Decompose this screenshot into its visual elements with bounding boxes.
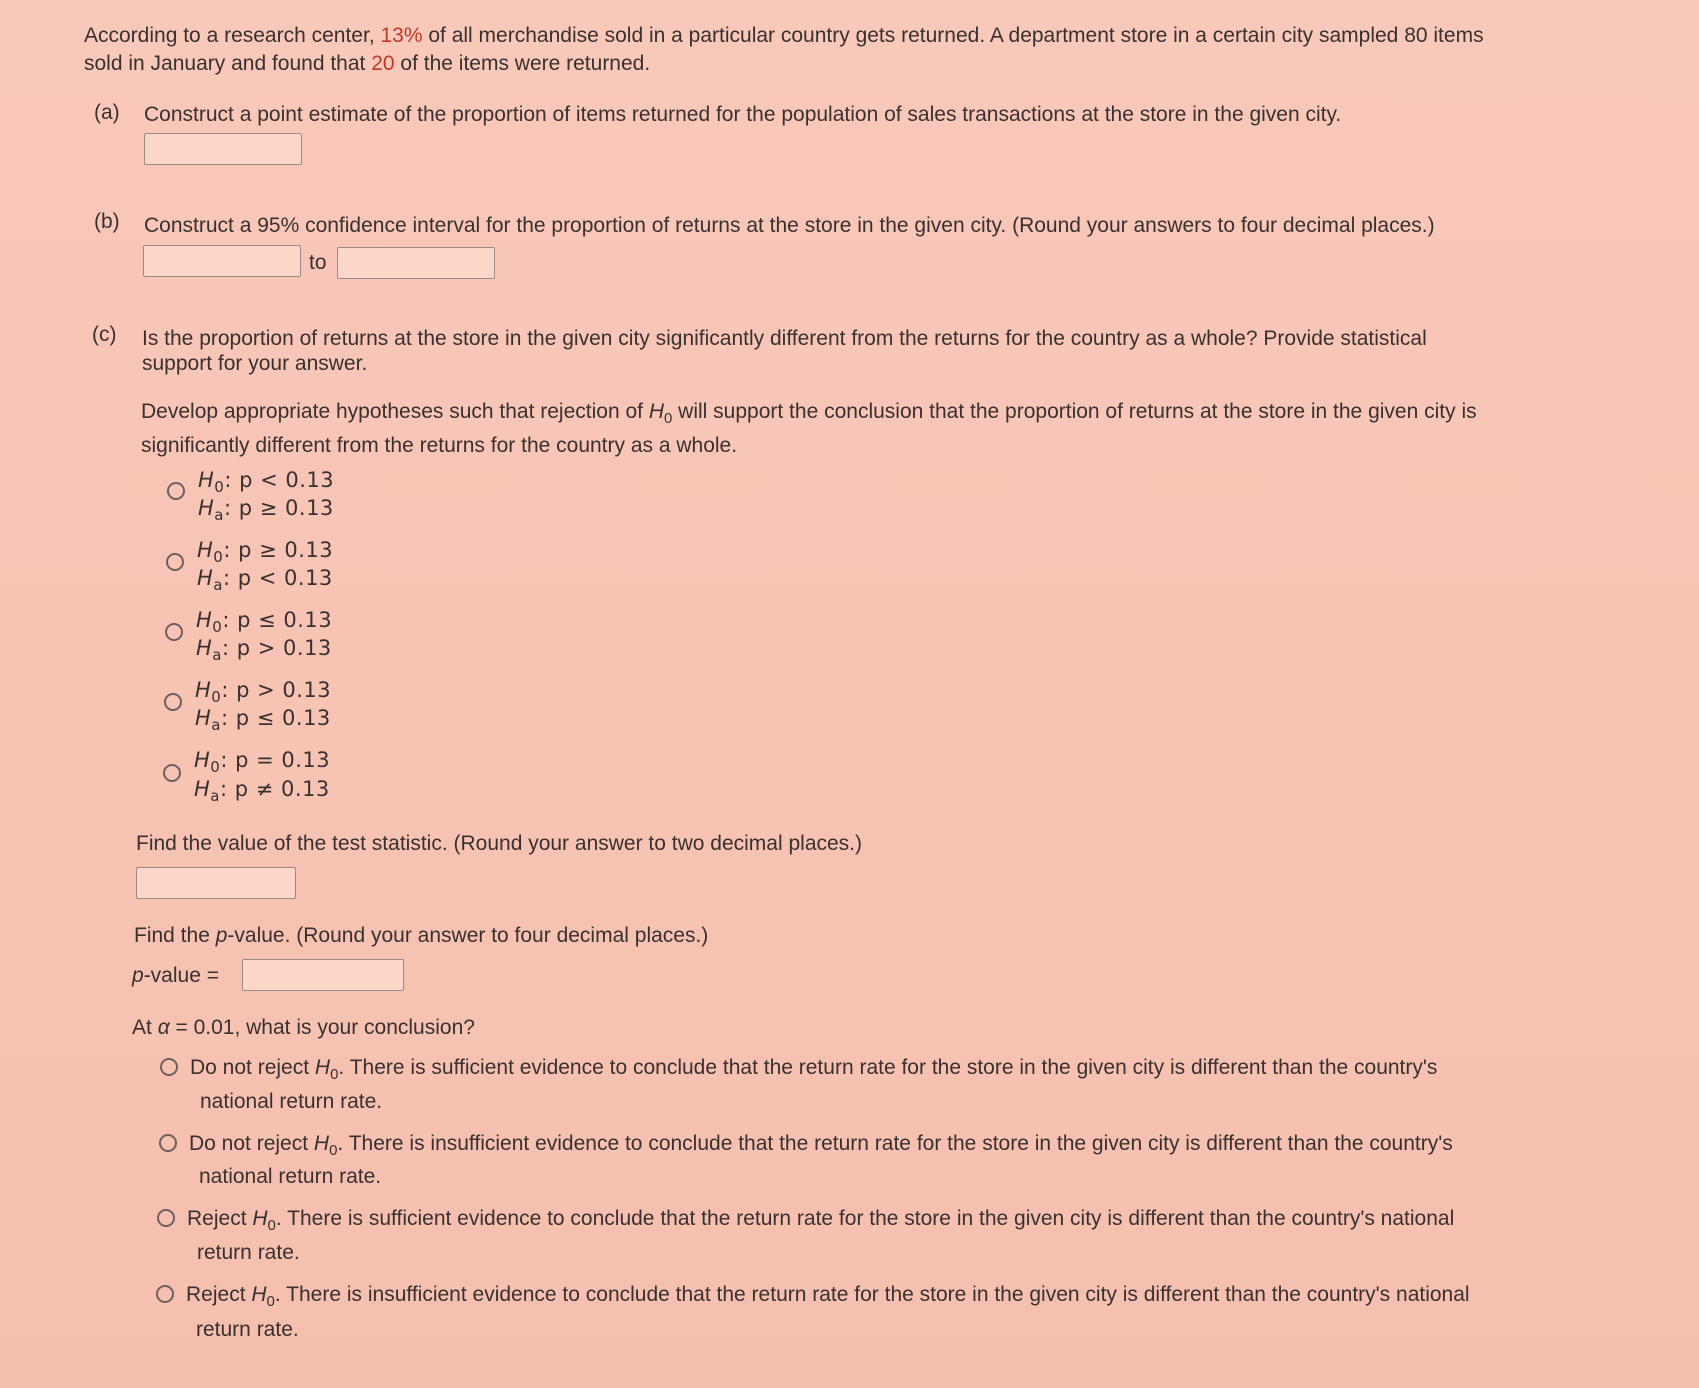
h-symbol: H	[648, 400, 664, 423]
conclusion-text: . There is insufficient evidence to conclude that the return rate for the store in the given city is different than the country's national	[274, 1283, 1470, 1306]
intro-text: sold in January and found that	[84, 52, 372, 75]
h0-statement-4	[195, 677, 331, 704]
ha-text: : p ≤ 0.13	[221, 706, 331, 730]
h-symbol: H	[194, 777, 211, 801]
conclusion-text-3-cont: return rate.	[197, 1241, 300, 1264]
conclusion-text: Do not reject	[190, 1056, 315, 1079]
h-subscript: 0	[212, 618, 223, 636]
alpha-symbol: α	[157, 1016, 170, 1039]
ha-statement-4	[195, 705, 331, 732]
conclusion-radio-4[interactable]	[156, 1285, 174, 1303]
ha-statement-3	[196, 635, 332, 662]
pvalue-label	[132, 962, 219, 989]
h-subscript: 0	[266, 1293, 275, 1310]
h0-statement-1	[198, 467, 334, 494]
h-subscript: a	[213, 576, 223, 594]
alpha-prompt-text: At	[132, 1016, 158, 1039]
pvalue-prompt	[134, 922, 708, 949]
hypothesis-radio-1[interactable]	[167, 482, 185, 500]
test-statistic-input[interactable]	[136, 867, 296, 899]
h-subscript: a	[211, 716, 221, 734]
h-symbol: H	[197, 566, 214, 590]
h-symbol: H	[196, 636, 213, 660]
ha-statement-1	[198, 495, 334, 522]
hypothesis-radio-3[interactable]	[165, 623, 183, 641]
returned-count-value: 20	[371, 52, 395, 75]
p-symbol: p	[215, 924, 228, 947]
h-subscript: 0	[329, 1142, 338, 1159]
ha-statement-2	[197, 565, 333, 592]
conclusion-radio-1[interactable]	[160, 1058, 178, 1076]
h-subscript: a	[214, 506, 224, 524]
h-symbol: H	[195, 706, 212, 730]
h0-text: : p = 0.13	[220, 748, 331, 772]
intro-line-2	[84, 50, 650, 77]
ha-text: : p ≠ 0.13	[220, 777, 330, 801]
pvalue-prompt-text: Find the	[134, 924, 216, 947]
develop-text: will support the conclusion that the proportion of returns at the store in the given city is	[672, 400, 1477, 423]
h-subscript: a	[212, 646, 222, 664]
h-symbol: H	[195, 678, 212, 702]
h-symbol: H	[198, 496, 215, 520]
ha-text: : p > 0.13	[222, 636, 332, 660]
hypothesis-radio-2[interactable]	[166, 553, 184, 571]
part-c-question-line-2: support for your answer.	[142, 352, 368, 375]
ci-lower-input[interactable]	[143, 245, 301, 277]
h-symbol: H	[194, 748, 211, 772]
hypothesis-radio-5[interactable]	[163, 764, 181, 782]
alpha-prompt-text: = 0.01, what is your conclusion?	[169, 1016, 475, 1039]
conclusion-text: Reject	[186, 1283, 252, 1306]
conclusion-text: Reject	[187, 1207, 253, 1230]
h-subscript: 0	[330, 1066, 339, 1083]
test-statistic-prompt: Find the value of the test statistic. (Round your answer to two decimal places.)	[136, 832, 863, 855]
p-symbol: p	[132, 964, 144, 987]
develop-text: Develop appropriate hypotheses such that rejection of	[141, 400, 649, 423]
develop-hypotheses-line-2: significantly different from the returns for the country as a whole.	[141, 434, 738, 457]
conclusion-text-4	[186, 1281, 1470, 1308]
h-symbol: H	[196, 608, 213, 632]
h0-text: : p ≤ 0.13	[222, 608, 333, 632]
conclusion-text: Do not reject	[189, 1132, 314, 1155]
part-c-label: (c)	[92, 323, 117, 346]
h-symbol: H	[251, 1283, 267, 1306]
pvalue-input[interactable]	[242, 959, 404, 991]
h-subscript: 0	[267, 1217, 276, 1234]
pvalue-label-text: -value =	[143, 964, 219, 987]
h0-statement-5	[194, 747, 330, 774]
conclusion-text-3	[187, 1205, 1454, 1232]
h0-text: : p > 0.13	[221, 678, 332, 702]
part-a-label: (a)	[94, 101, 120, 124]
h0-text: : p < 0.13	[224, 468, 335, 492]
h-symbol: H	[197, 538, 214, 562]
hypothesis-radio-4[interactable]	[164, 693, 182, 711]
h0-statement-3	[196, 607, 332, 634]
pvalue-prompt-text: -value. (Round your answer to four decimal places.)	[227, 924, 709, 947]
conclusion-radio-3[interactable]	[157, 1209, 175, 1227]
part-b-question: Construct a 95% confidence interval for the proportion of returns at the store in the given city. (Round your answers to four decimal places.)	[144, 214, 1435, 237]
h-subscript: a	[210, 787, 220, 805]
ha-text: : p ≥ 0.13	[224, 496, 334, 520]
h-subscript: 0	[210, 758, 221, 776]
intro-line-1	[84, 22, 1484, 49]
ha-text: : p < 0.13	[223, 566, 333, 590]
return-rate-value: 13%	[380, 24, 423, 47]
conclusion-radio-2[interactable]	[159, 1134, 177, 1152]
conclusion-text: . There is sufficient evidence to conclude that the return rate for the store in the given city is different than the country's	[338, 1056, 1438, 1079]
alpha-conclusion-prompt	[132, 1014, 475, 1041]
conclusion-text-4-cont: return rate.	[196, 1318, 299, 1341]
h-subscript: 0	[211, 688, 222, 706]
h-subscript: 0	[214, 478, 225, 496]
ha-statement-5	[194, 776, 330, 803]
h-symbol: H	[198, 468, 215, 492]
conclusion-text-1	[190, 1054, 1437, 1081]
conclusion-text-2	[189, 1130, 1453, 1157]
h-symbol: H	[314, 1056, 331, 1079]
part-c-question-line-1: Is the proportion of returns at the store in the given city significantly different from the returns for the country as a whole? Provide statistical	[142, 327, 1427, 350]
conclusion-text-1-cont: national return rate.	[200, 1090, 383, 1113]
develop-hypotheses-line-1	[141, 398, 1477, 425]
ci-to-label: to	[309, 251, 327, 274]
conclusion-text: . There is sufficient evidence to conclude that the return rate for the store in the given city is different than the country's national	[275, 1207, 1455, 1230]
h0-text: : p ≥ 0.13	[223, 538, 334, 562]
point-estimate-input[interactable]	[144, 133, 302, 165]
h-subscript: 0	[213, 548, 224, 566]
intro-text: of all merchandise sold in a particular country gets returned. A department store in a certain city sampled 80 items	[422, 24, 1484, 47]
h-symbol: H	[252, 1207, 268, 1230]
conclusion-text-2-cont: national return rate.	[199, 1165, 382, 1188]
h0-statement-2	[197, 537, 333, 564]
intro-text: of the items were returned.	[394, 52, 651, 75]
intro-text: According to a research center,	[84, 24, 381, 47]
part-a-question: Construct a point estimate of the proportion of items returned for the population of sales transactions at the store in the given city.	[144, 103, 1342, 126]
conclusion-text: . There is insufficient evidence to conclude that the return rate for the store in the given city is different than the country's	[337, 1132, 1453, 1155]
ci-upper-input[interactable]	[337, 247, 495, 279]
h-subscript: 0	[664, 410, 673, 427]
part-b-label: (b)	[94, 210, 120, 233]
h-symbol: H	[313, 1132, 330, 1155]
